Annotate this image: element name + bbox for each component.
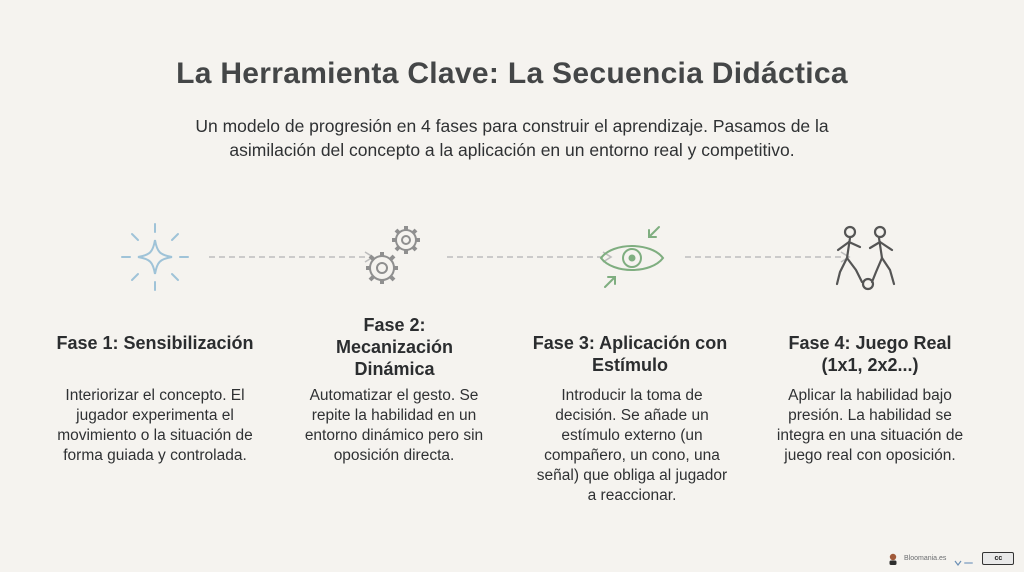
phase-4-title: Fase 4: Juego Real (1x1, 2x2...) [788,333,952,375]
author-avatar-icon [888,552,898,564]
gears-icon [358,222,428,292]
page-title: La Herramienta Clave: La Secuencia Didáctica [176,57,848,90]
phase-1-title: Fase 1: Sensibilización [56,333,254,353]
phase-3-title: Fase 3: Aplicación con Estímulo [532,333,728,375]
arrow-right-icon [445,250,615,264]
phase-2-title: Fase 2: Mecanización Dinámica [335,315,454,379]
page-subtitle: Un modelo de progresión en 4 fases para construir el aprendizaje. Pasamos de la asimilación del concepto a la aplicación en un entorno real y competitivo. [195,116,829,160]
arrow-right-icon [207,250,377,264]
phase-3-description: Introducir la toma de decisión. Se añade un estímulo externo (un compañero, un cono, una señal) que obliga al jugador a reaccionar. [536,387,728,504]
sparkle-icon [120,222,190,292]
footer-brand: Bloomania.es [904,554,947,562]
phase-4-description: Aplicar la habilidad bajo presión. La habilidad se integra en una situación de juego real con oposición. [776,387,964,464]
phase-2-description: Automatizar el gesto. Se repite la habilidad en un entorno dinámico pero sin oposición directa. [304,387,484,464]
creative-commons-badge: cc [982,552,1014,565]
eye-focus-icon [597,222,667,292]
arrow-right-icon [683,250,853,264]
players-icon [832,222,902,292]
footer [888,550,1014,566]
phase-1-description: Interiorizar el concepto. El jugador experimenta el movimiento o la situación de forma guiada y controlada. [57,387,253,464]
brand-logo-icon [954,554,974,562]
